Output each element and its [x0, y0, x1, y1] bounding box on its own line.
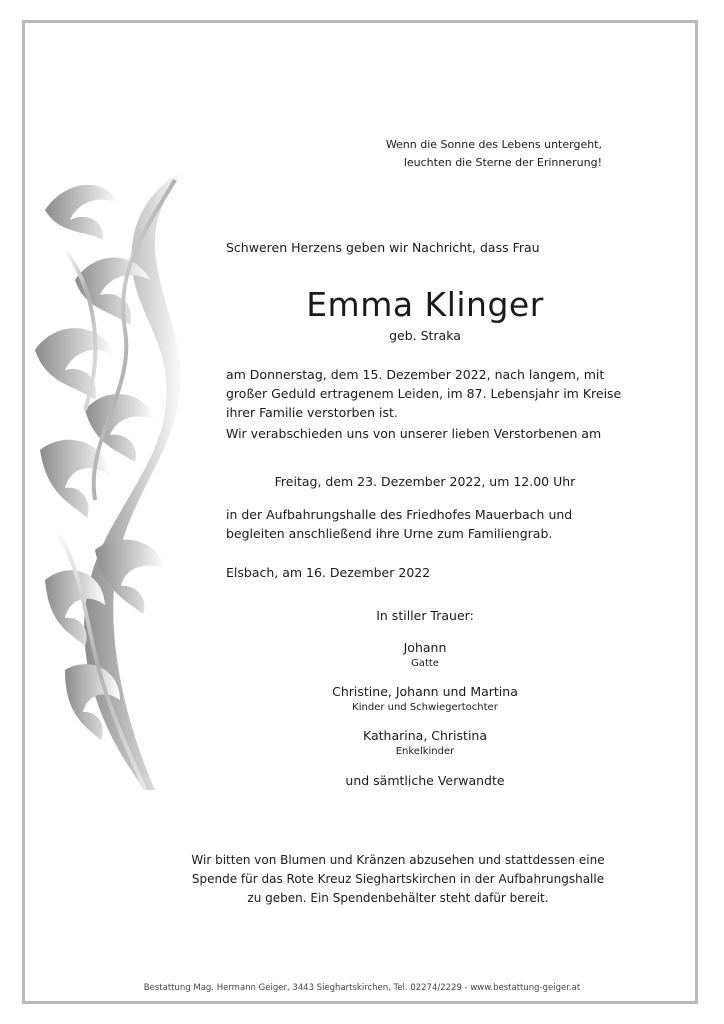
mourners-block [226, 606, 624, 790]
deceased-name: Emma Klinger [306, 285, 544, 324]
farewell-intro: Wir verabschieden uns von unserer lieben Verstorbenen am [226, 426, 602, 441]
mourner-names: Katharina, Christina [363, 728, 487, 743]
mourning-closing: und sämtliche Verwandte [345, 773, 505, 788]
request-line-1: Wir bitten von Blumen und Kränzen abzusehen und stattdessen eine [191, 853, 605, 867]
motto-line-2: leuchten die Sterne der Erinnerung! [403, 156, 602, 169]
floral-ornament [25, 150, 195, 800]
ceremony-place: in der Aufbahrungshalle des Friedhofes Mauerbach und begleiten anschließend ihre Urne zum Familiengrab. [226, 507, 573, 541]
intro-text: Schweren Herzens geben wir Nachricht, dass Frau [226, 240, 540, 255]
mourner-names: Christine, Johann und Martina [332, 684, 518, 699]
maiden-name: geb. Straka [389, 328, 461, 343]
death-notice: am Donnerstag, dem 15. Dezember 2022, nach langem, mit großer Geduld ertragenem Leiden, im 87. Lebensjahr im Kreise ihrer Familie verstorben ist. [226, 367, 622, 420]
mourner-relation: Kinder und Schwiegertochter [352, 702, 498, 713]
request-line-3: zu geben. Ein Spendenbehälter steht dafür bereit. [247, 891, 549, 905]
motto-line-1: Wenn die Sonne des Lebens untergeht, [385, 138, 602, 151]
mourner-entry [226, 683, 624, 715]
mourner-names: Johann [403, 640, 447, 655]
mourner-entry [226, 639, 624, 671]
mourner-relation: Gatte [411, 658, 439, 669]
place-and-date: Elsbach, am 16. Dezember 2022 [226, 565, 431, 580]
motto-quote [386, 136, 602, 172]
donation-request [180, 851, 616, 908]
request-line-2: Spende für das Rote Kreuz Sieghartskirchen in der Aufbahrungshalle [191, 872, 605, 886]
mourner-entry [226, 727, 624, 759]
funeral-home-footer: Bestattung Mag. Hermann Geiger, 3443 Sieghartskirchen, Tel. 02274/2229 - www.bestattung-geiger.at [143, 983, 581, 993]
mourner-relation: Enkelkinder [395, 746, 455, 757]
ceremony-date: Freitag, dem 23. Dezember 2022, um 12.00 Uhr [274, 474, 576, 489]
mourning-heading: In stiller Trauer: [376, 608, 474, 623]
